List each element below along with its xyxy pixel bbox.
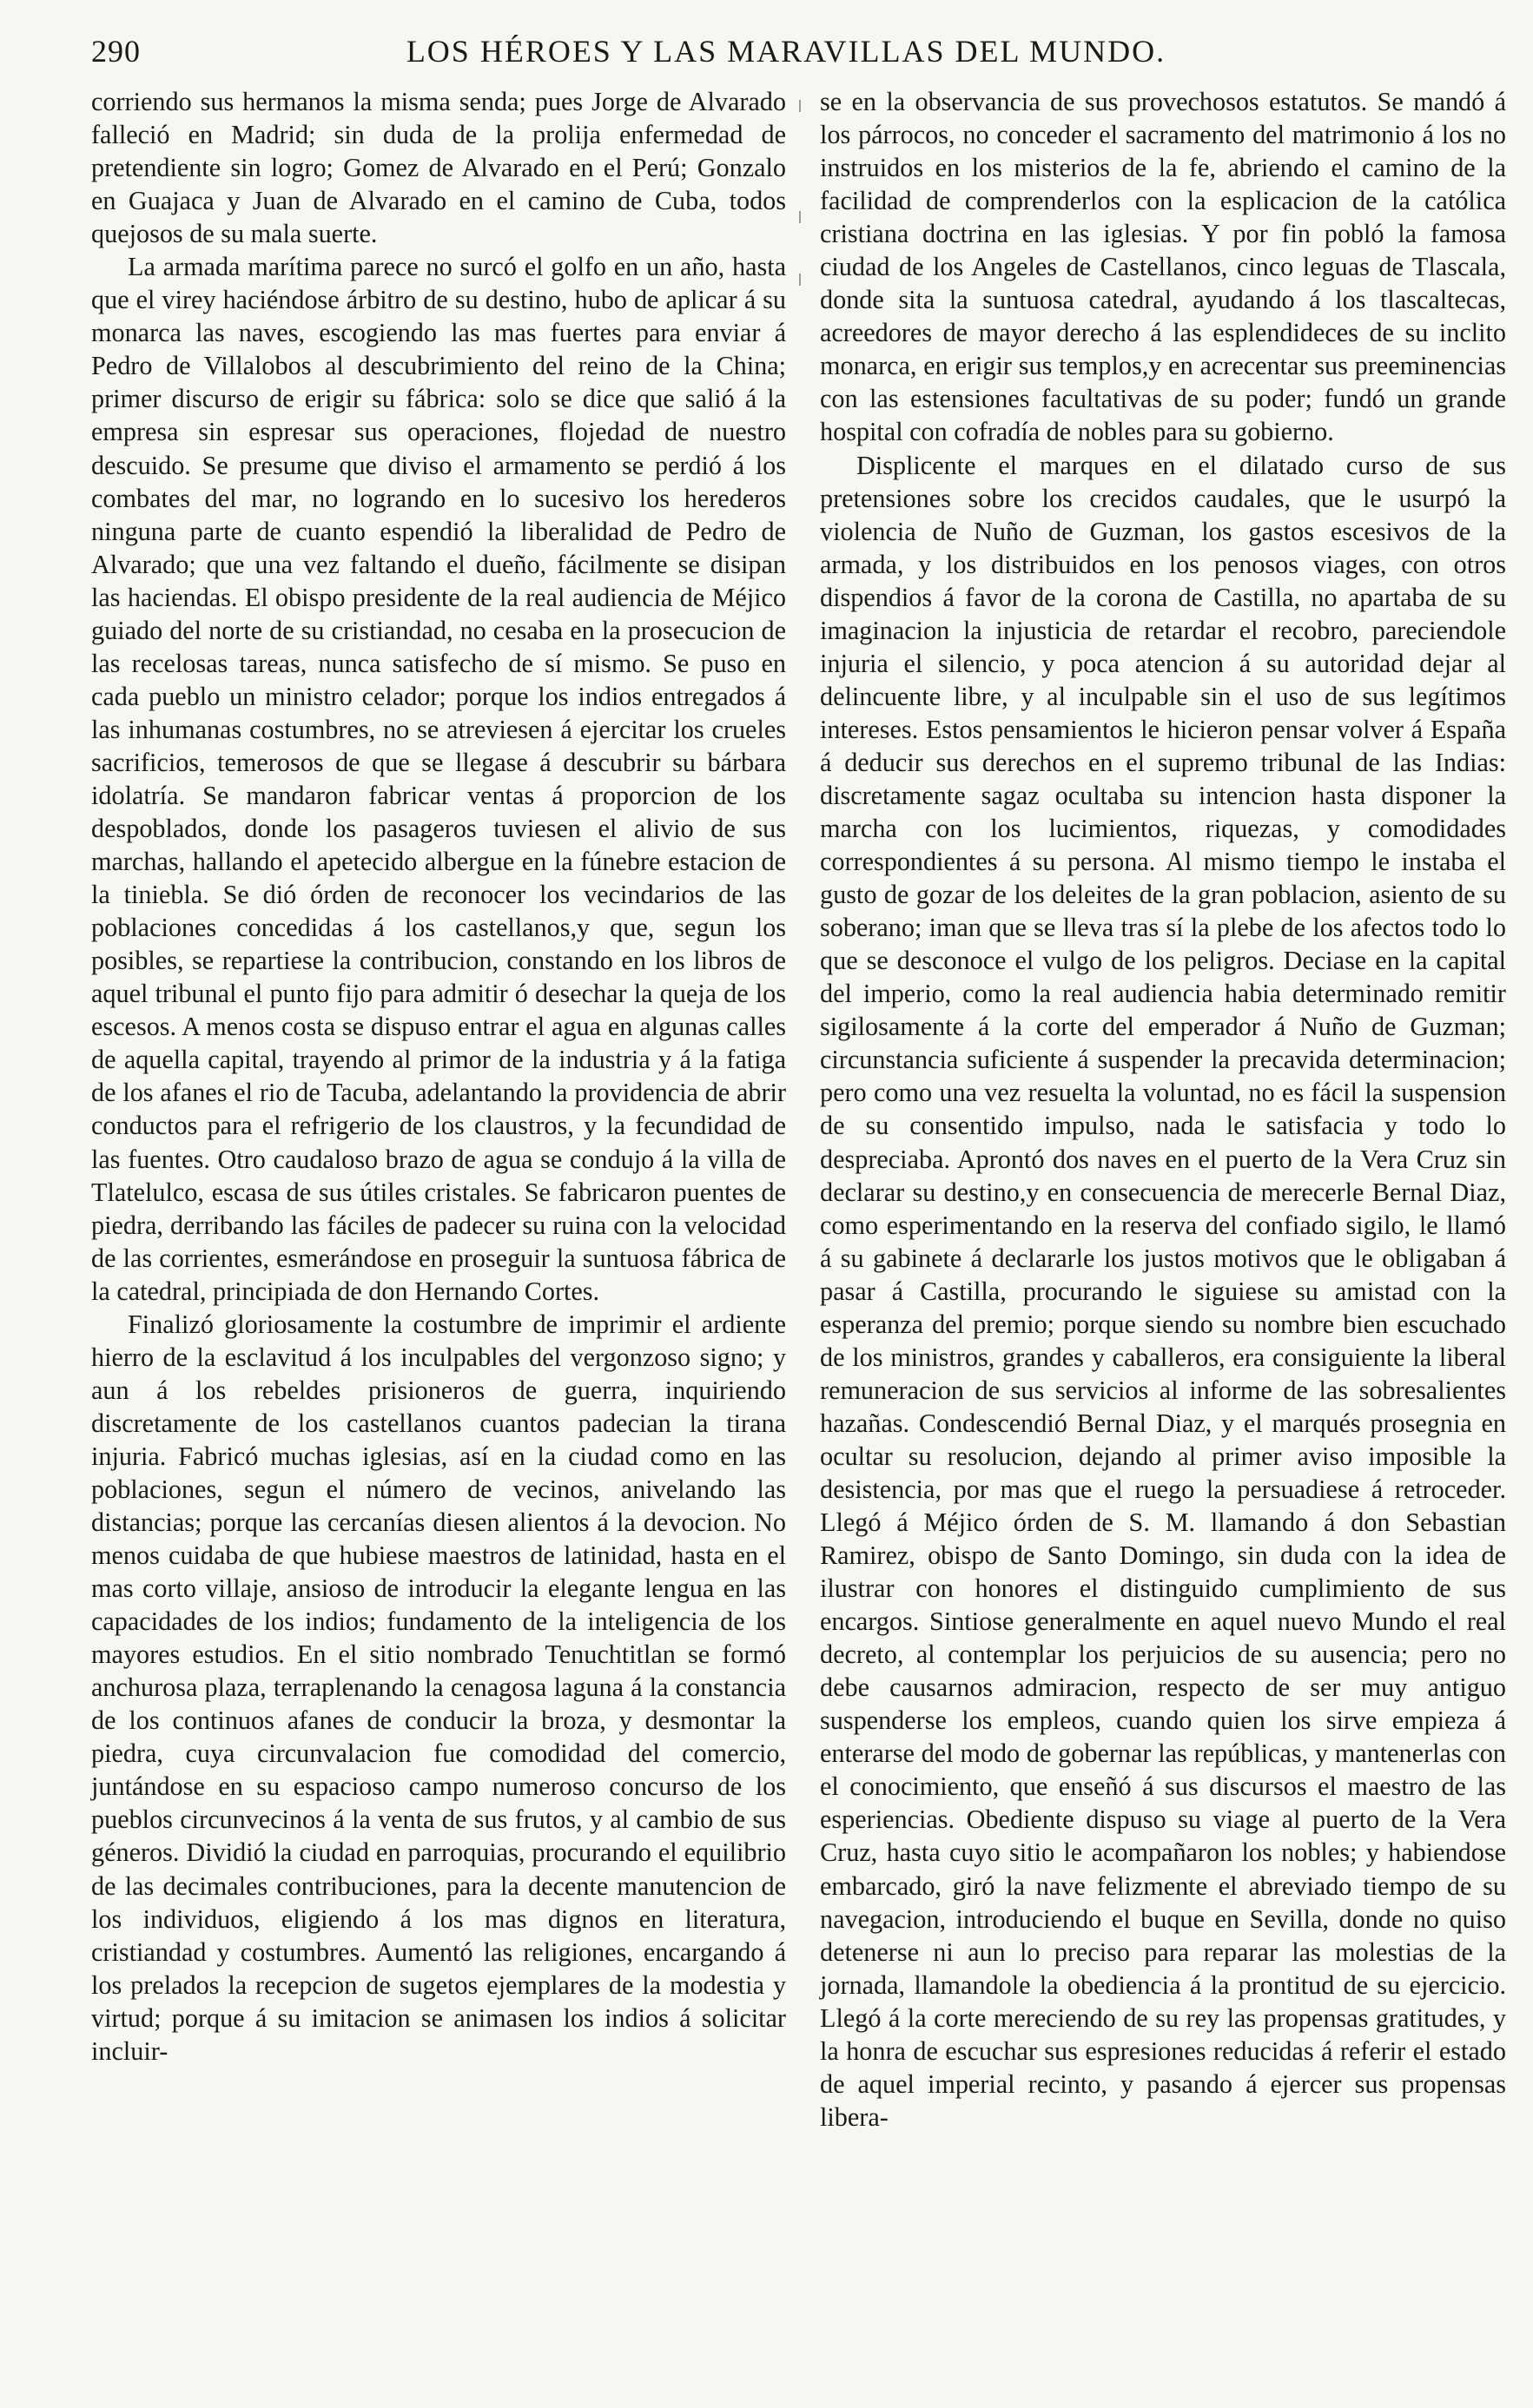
paragraph: La armada marítima parece no surcó el golfo en un año, hasta que el virey haciéndose árbitro de su destino, hubo de aplicar á su monarca las naves, escogiendo las mas fuertes para enviar á Pedro de Villalobos al descubrimiento del reino de la China; primer discurso de erigir su fábrica: solo se dice que salió á la empresa sin espresar sus operaciones, flojedad de nuestro descuido. Se presume que diviso el armamento se perdió á los combates del mar, no logrando en lo sucesivo los herederos ninguna parte de cuanto espendió la liberalidad de Pedro de Alvarado; que una vez faltando el dueño, fácilmente se disipan las haciendas. El obispo presidente de la real audiencia de Méjico guiado del norte de su cristiandad, no cesaba en la prosecucion de las recelosas tareas, nunca satisfecho de sí mismo. Se puso en cada pueblo un ministro celador; porque los indios entregados á las inhumanas costumbres, no se atreviesen á ejercitar los crueles sacrificios, temerosos de que se llegase á descubrir su bárbara idolatría. Se mandaron fabricar ventas á proporcion de los despoblados, donde los pasageros tuviesen el alivio de sus marchas, hallando el apetecido albergue en la fúnebre estacion de la tiniebla. Se dió órden de reconocer los vecindarios de las poblaciones concedidas á los castellanos,y que, segun los posibles, se repartiese la contribucion, constando en los libros de aquel tribunal el punto fijo para admitir ó desechar la queja de los escesos. A menos costa se dispuso entrar el agua en algunas calles de aquella capital, trayendo al primor de la industria y á la fatiga de los afanes el rio de Tacuba, adelantando la providencia de abrir conductos para el refrigerio de los claustros, y la fecundidad de las fuentes. Otro caudaloso brazo de agua se condujo á la villa de Tlatelulco, escasa de sus útiles cristales. Se fabricaron puentes de piedra, derribando las fáciles de padecer su ruina con la velocidad de las corrientes, esmerándose en proseguir la suntuosa fábrica de la catedral, principiada de don Hernando Cortes.	[91, 252, 786, 1306]
page-number: 290	[91, 34, 141, 69]
right-text-column	[820, 85, 1506, 2134]
paragraph: se en la observancia de sus provechosos estatutos. Se mandó á los párrocos, no conceder el sacramento del matrimonio á los no instruidos en los misterios de la fe, abriendo el camino de la facilidad de comprenderlos con la esplicacion de la católica cristiana doctrina en las iglesias. Y por fin pobló la famosa ciudad de los Angeles de Castellanos, cinco leguas de Tlascala, donde sita la suntuosa catedral, ayudando á los tlascaltecas, acreedores de mayor derecho á las esplendideces de su inclito monarca, en erigir sus templos,y en acrecentar sus preeminencias con las estensiones facultativas de su poder; fundó un grande hospital con cofradía de nobles para su gobierno.	[820, 87, 1506, 447]
page-header	[91, 33, 1481, 78]
paragraph: corriendo sus hermanos la misma senda; pues Jorge de Alvarado falleció en Madrid; sin duda de la prolija enfermedad de pretendiente sin logro; Gomez de Alvarado en el Perú; Gonzalo en Guajaca y Juan de Alvarado en el camino de Cuba, todos quejosos de su mala suerte.	[91, 87, 786, 249]
paragraph: Finalizó gloriosamente la costumbre de imprimir el ardiente hierro de la esclavitud á los inculpables del vergonzoso signo; y aun á los rebeldes prisioneros de guerra, inquiriendo discretamente de los castellanos cuantos padecian la tirana injuria. Fabricó muchas iglesias, así en la ciudad como en las poblaciones, segun el número de vecinos, anivelando las distancias; porque las cercanías diesen alientos á la devocion. No menos cuidaba de que hubiese maestros de latinidad, hasta en el mas corto villaje, ansioso de introducir la elegante lengua en las capacidades de los indios; fundamento de la inteligencia de los mayores estudios. En el sitio nombrado Tenuchtitlan se formó anchurosa plaza, terraplenando la cenagosa laguna á la constancia de los continuos afanes de conducir la broza, y desmontar la piedra, cuya circunvalacion fue comodidad del comercio, juntándose en su espacioso campo numeroso concurso de los pueblos circunvecinos á la venta de sus frutos, y al cambio de sus géneros. Dividió la ciudad en parroquias, procurando el equilibrio de las decimales contribuciones, para la decente manutencion de los individuos, eligiendo á los mas dignos en literatura, cristiandad y costumbres. Aumentó las religiones, encargando á los prelados la recepcion de sugetos ejemplares de la modestia y virtud; porque á su imitacion se animasen los indios á solicitar incluir-	[91, 1309, 786, 2066]
left-text-column	[91, 85, 786, 2068]
column-divider	[799, 100, 801, 2366]
running-title: LOS HÉROES Y LAS MARAVILLAS DEL MUNDO.	[406, 34, 1166, 69]
paragraph: Displicente el marques en el dilatado curso de sus pretensiones sobre los crecidos caudales, que le usurpó la violencia de Nuño de Guzman, los gastos escesivos de la armada, y los distribuidos en los penosos viages, con otros dispendios á favor de la corona de Castilla, no apartaba de su imaginacion la injusticia de retardar el recobro, pareciendole injuria el silencio, y poca atencion á su autoridad dejar al delincuente libre, y al inculpable sin el uso de sus legítimos intereses. Estos pensamientos le hicieron pensar volver á España á deducir sus derechos en el supremo tribunal de las Indias: discretamente sagaz ocultaba su intencion hasta disponer la marcha con los lucimientos, riquezas, y comodidades correspondientes á su persona. Al mismo tiempo le instaba el gusto de gozar de los deleites de la gran poblacion, asiento de su soberano; iman que se lleva tras sí la plebe de los afectos todo lo que se desconoce el vulgo de los peligros. Deciase en la capital del imperio, como la real audiencia habia determinado remitir sigilosamente á la corte del emperador á Nuño de Guzman; circunstancia suficiente á suspender la precavida determinacion; pero como una vez resuelta la voluntad, no es fácil la suspension de su consentido impulso, nada le satisfacia y todo lo despreciaba. Aprontó dos naves en el puerto de la Vera Cruz sin declarar su destino,y en consecuencia de merecerle Bernal Diaz, como esperimentando en la reserva del confiado sigilo, le llamó á su gabinete á declararle los justos motivos que le obligaban á pasar á Castilla, procurando le siguiese su amistad con la esperanza del premio; porque siendo su nombre bien escuchado de los ministros, grandes y caballeros, era consiguiente la liberal remuneracion de sus servicios al informe de las sobresalientes hazañas. Condescendió Bernal Diaz, y el marqués prosegnia en ocultar su resolucion, dejando al primer aviso imposible la desistencia, por mas que el ruego la persuadiese á retroceder. Llegó á Méjico órden de S. M. llamando á don Sebastian Ramirez, obispo de Santo Domingo, sin duda con la idea de ilustrar con honores el distinguido cumplimiento de sus encargos. Sintiose generalmente en aquel nuevo Mundo el real decreto, al contemplar los perjuicios de su ausencia; pero no debe causarnos admiracion, respecto de ser muy antiguo suspenderse los empleos, cuando quien los sirve empieza á enterarse del modo de gobernar las repúblicas, y mantenerlas con el conocimiento, que enseñó á sus discursos el maestro de las esperiencias. Obediente dispuso su viage al puerto de la Vera Cruz, hasta cuyo sitio le acompañaron los nobles; y habiendose embarcado, giró la nave felizmente el abreviado tiempo de su navegacion, introduciendo el buque en Sevilla, donde no quiso detenerse ni aun lo preciso para reparar las molestias de la jornada, llamandole la obediencia á la prontitud de su ejercicio. Llegó á la corte mereciendo de su rey las propensas gratitudes, y la honra de escuchar sus espresiones reducidas á referir el estado de aquel imperial recinto, y pasando á ejercer sus propensas libera-	[820, 450, 1506, 2132]
